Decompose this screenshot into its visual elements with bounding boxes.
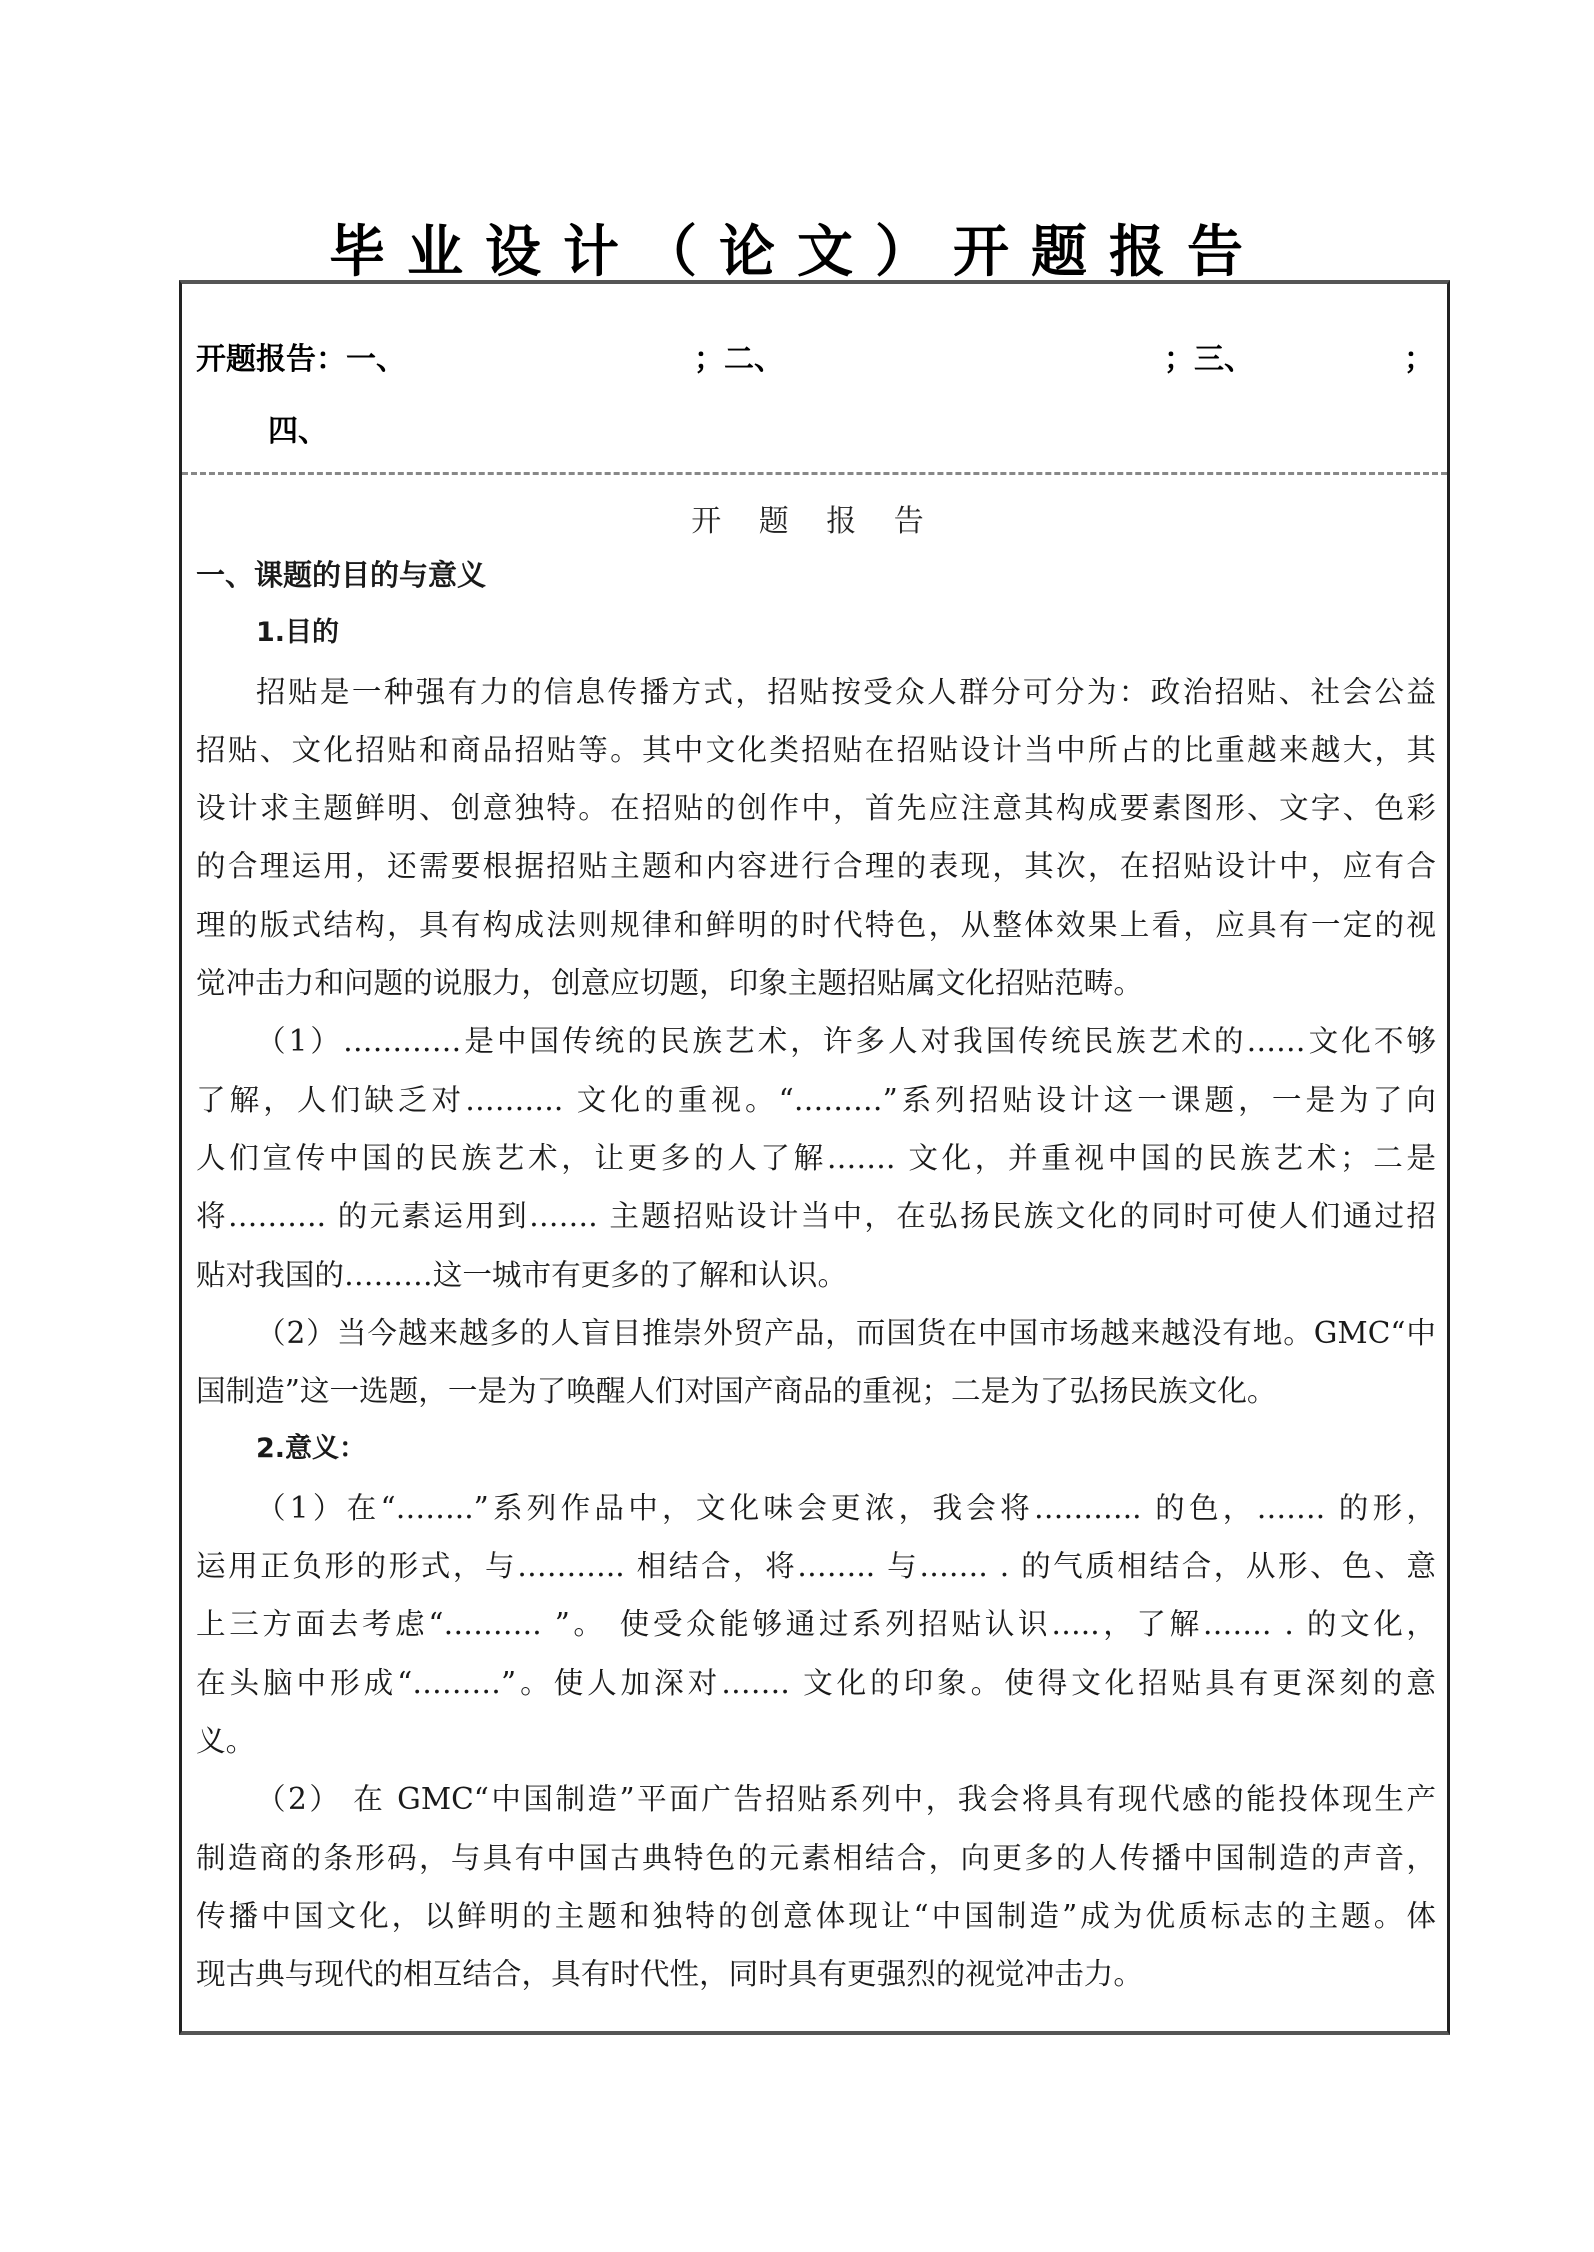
text-line: 现古典与现代的相互结合，具有时代性，同时具有更强烈的视觉冲击力。 bbox=[196, 1957, 1143, 1992]
text-line: 觉冲击力和问题的说服力，创意应切题，印象主题招贴属文化招贴范畴。 bbox=[196, 966, 1143, 1001]
text-line: 在头脑中形成“………”。使人加深对……. 文化的印象。使得文化招贴具有更深刻的意 bbox=[196, 1665, 1436, 1700]
text-line: 传播中国文化，以鲜明的主题和独特的创意体现让“中国制造”成为优质标志的主题。体 bbox=[196, 1898, 1436, 1933]
header-row bbox=[182, 284, 1447, 472]
header-end: ； bbox=[1404, 342, 1434, 377]
text-line: 招贴是一种强有力的信息传播方式，招贴按受众人群分可分为：政治招贴、社会公益 bbox=[256, 674, 1436, 709]
text-line: 将………. 的元素运用到……. 主题招贴设计当中，在弘扬民族文化的同时可使人们通过招 bbox=[196, 1199, 1436, 1234]
heading-purpose: 1.目的 bbox=[256, 617, 340, 649]
section-title: 开 题 报 告 bbox=[691, 504, 938, 539]
header-label: 开题报告：一、 bbox=[196, 342, 406, 377]
text-line: 国制造”这一选题，一是为了唤醒人们对国产商品的重视；二是为了弘扬民族文化。 bbox=[196, 1374, 1277, 1409]
text-line: （2） 在 GMC“中国制造”平面广告招贴系列中，我会将具有现代感的能投体现生产 bbox=[256, 1782, 1436, 1817]
report-table bbox=[179, 280, 1450, 2035]
text-line: 的合理运用，还需要根据招贴主题和内容进行合理的表现，其次，在招贴设计中，应有合 bbox=[196, 849, 1436, 884]
text-line: 人们宣传中国的民族艺术，让更多的人了解……. 文化，并重视中国的民族艺术；二是 bbox=[196, 1140, 1436, 1175]
purpose-point-1 bbox=[196, 1012, 1436, 1303]
header-item-2: ；二、 bbox=[694, 342, 784, 377]
text-line: （2）当今越来越多的人盲目推崇外贸产品，而国货在中国市场越来越没有地。GMC“中 bbox=[256, 1315, 1436, 1350]
text-line: 制造商的条形码，与具有中国古典特色的元素相结合，向更多的人传播中国制造的声音， bbox=[196, 1840, 1436, 1875]
text-line: 招贴、文化招贴和商品招贴等。其中文化类招贴在招贴设计当中所占的比重越来越大，其 bbox=[196, 732, 1436, 767]
text-line: 了解，人们缺乏对………. 文化的重视。“………”系列招贴设计这一课题，一是为了向 bbox=[196, 1082, 1436, 1117]
text-line: 设计求主题鲜明、创意独特。在招贴的创作中，首先应注意其构成要素图形、文字、色彩 bbox=[196, 791, 1436, 826]
text-line: 上三方面去考虑“………. ”。 使受众能够通过系列招贴认识…..，了解……. . 的文化， bbox=[196, 1607, 1436, 1642]
significance-point-1 bbox=[196, 1479, 1436, 1770]
text-line: （1）…………是中国传统的民族艺术，许多人对我国传统民族艺术的……文化不够 bbox=[256, 1024, 1436, 1059]
heading-purpose-significance: 一、课题的目的与意义 bbox=[196, 558, 487, 592]
dashed-divider bbox=[182, 472, 1447, 475]
document-title: 毕业设计（论文）开题报告 bbox=[329, 220, 1265, 285]
text-line: （1）在“……..”系列作品中，文化味会更浓，我会将……….. 的色，……. 的形， bbox=[256, 1490, 1436, 1525]
header-item-3: ；三、 bbox=[1164, 342, 1254, 377]
purpose-point-2 bbox=[196, 1304, 1436, 1421]
text-line: 义。 bbox=[196, 1723, 256, 1758]
report-body bbox=[196, 546, 1436, 2003]
text-line: 运用正负形的形式，与……….. 相结合，将…….. 与……. . 的气质相结合，从形、色、意 bbox=[196, 1549, 1436, 1584]
text-line: 贴对我国的………这一城市有更多的了解和认识。 bbox=[196, 1257, 848, 1292]
header-item-4: 四、 bbox=[268, 414, 328, 449]
significance-point-2 bbox=[196, 1770, 1436, 2003]
heading-significance: 2.意义： bbox=[256, 1433, 367, 1465]
purpose-paragraph bbox=[196, 663, 1436, 1013]
text-line: 理的版式结构，具有构成法则规律和鲜明的时代特色，从整体效果上看，应具有一定的视 bbox=[196, 907, 1436, 942]
